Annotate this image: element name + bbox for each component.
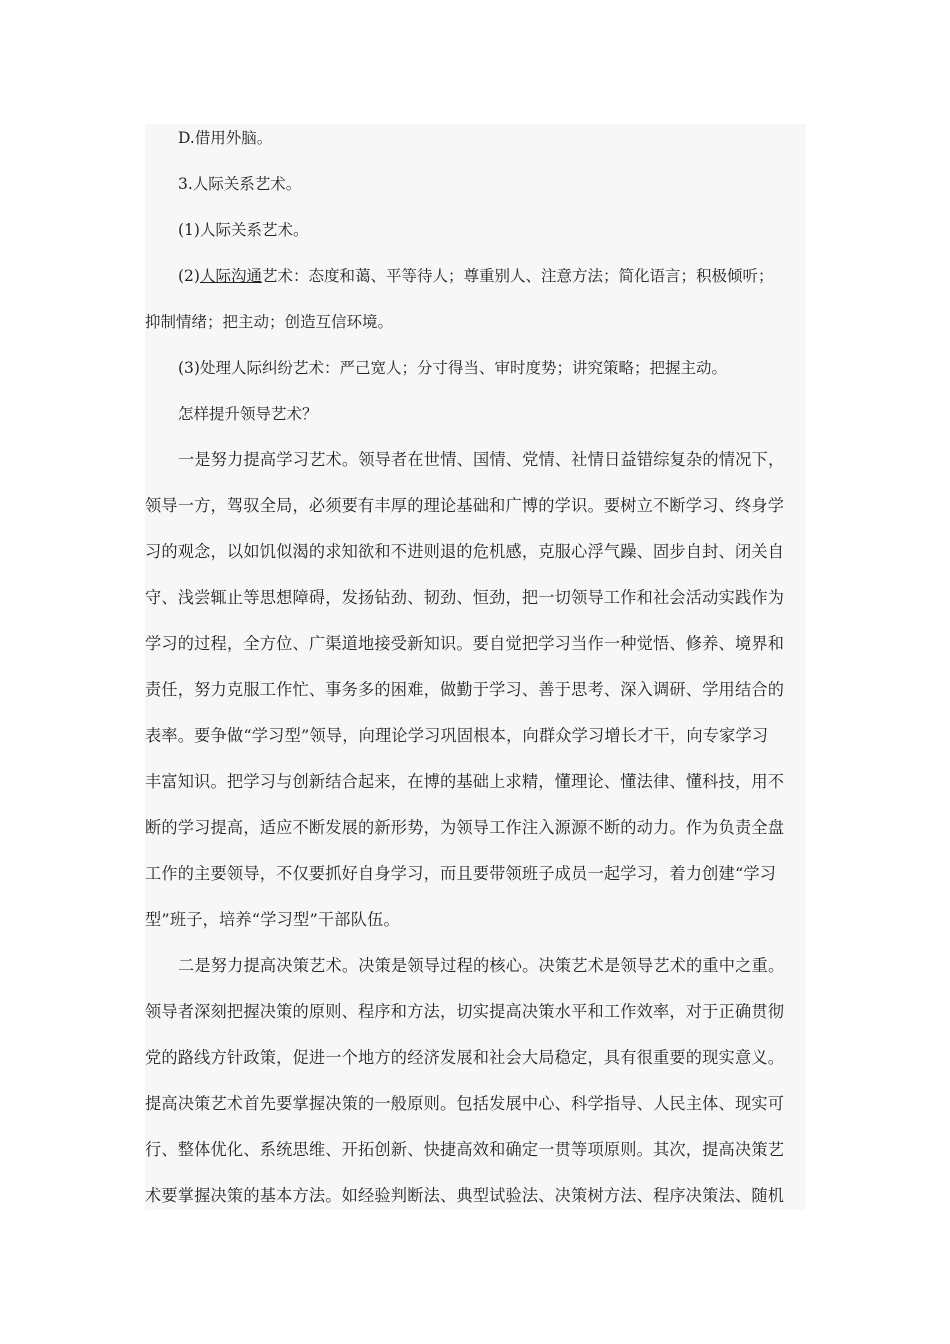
list-item-3-2-text: 艺术：态度和蔼、平等待人；尊重别人、注意方法；简化语言；积极倾听； <box>261 267 774 285</box>
list-item-3-2-continuation: 抑制情绪；把主动；创造互信环境。 <box>145 313 394 331</box>
list-item-3-3: (3)处理人际纠纷艺术：严己宽人；分寸得当、审时度势；讲究策略；把握主动。 <box>178 359 727 377</box>
interpersonal-communication-link[interactable]: 人际沟通 <box>199 267 262 285</box>
question-heading: 怎样提升领导艺术？ <box>178 405 318 423</box>
paragraph-1-line: 习的观念，以如饥似渴的求知欲和不进则退的危机感，克服心浮气躁、固步自封、闭关自 <box>145 542 785 561</box>
paragraph-1-line: 责任，努力克服工作忙、事务多的困难，做勤于学习、善于思考、深入调研、学用结合的 <box>145 680 785 699</box>
paragraph-1-line: 学习的过程，全方位、广渠道地接受新知识。要自觉把学习当作一种觉悟、修养、境界和 <box>145 634 785 653</box>
paragraph-2-line: 党的路线方针政策，促进一个地方的经济发展和社会大局稳定，具有很重要的现实意义。 <box>145 1048 785 1067</box>
paragraph-1-line: 断的学习提高，适应不断发展的新形势，为领导工作注入源源不断的动力。作为负责全盘 <box>145 818 785 837</box>
list-item-3-2-prefix: (2) <box>178 267 200 285</box>
list-item-3-2 <box>178 265 850 287</box>
paragraph-1-line: 一是努力提高学习艺术。领导者在世情、国情、党情、社情日益错综复杂的情况下， <box>178 450 785 469</box>
paragraph-1-line: 丰富知识。把学习与创新结合起来，在博的基础上求精，懂理论、懂法律、懂科技，用不 <box>145 772 785 791</box>
paragraph-2-line: 提高决策艺术首先要掌握决策的一般原则。包括发展中心、科学指导、人民主体、现实可 <box>145 1094 785 1113</box>
paragraph-1-line: 守、浅尝辄止等思想障碍，发扬钻劲、韧劲、恒劲，把一切领导工作和社会活动实践作为 <box>145 588 785 607</box>
paragraph-1-line: 型”班子，培养“学习型”干部队伍。 <box>145 910 400 929</box>
list-item-d: D.借用外脑。 <box>178 129 273 147</box>
document-content <box>145 124 806 1210</box>
paragraph-1-line: 领导一方，驾驭全局，必须要有丰厚的理论基础和广博的学识。要树立不断学习、终身学 <box>145 496 785 515</box>
paragraph-2-line: 行、整体优化、系统思维、开拓创新、快捷高效和确定一贯等项原则。其次，提高决策艺 <box>145 1140 785 1159</box>
section-heading-3: 3.人际关系艺术。 <box>178 175 302 193</box>
paragraph-1-line: 工作的主要领导，不仅要抓好自身学习，而且要带领班子成员一起学习，着力创建“学习 <box>145 864 777 883</box>
paragraph-1-line: 表率。要争做“学习型”领导，向理论学习巩固根本，向群众学习增长才干，向专家学习 <box>145 726 769 745</box>
paragraph-2-line: 二是努力提高决策艺术。决策是领导过程的核心。决策艺术是领导艺术的重中之重。 <box>178 956 785 975</box>
list-item-3-1: (1)人际关系艺术。 <box>178 221 309 239</box>
paragraph-2-line: 术要掌握决策的基本方法。如经验判断法、典型试验法、决策树方法、程序决策法、随机 <box>145 1186 785 1205</box>
paragraph-2-line: 领导者深刻把握决策的原则、程序和方法，切实提高决策水平和工作效率，对于正确贯彻 <box>145 1002 785 1021</box>
